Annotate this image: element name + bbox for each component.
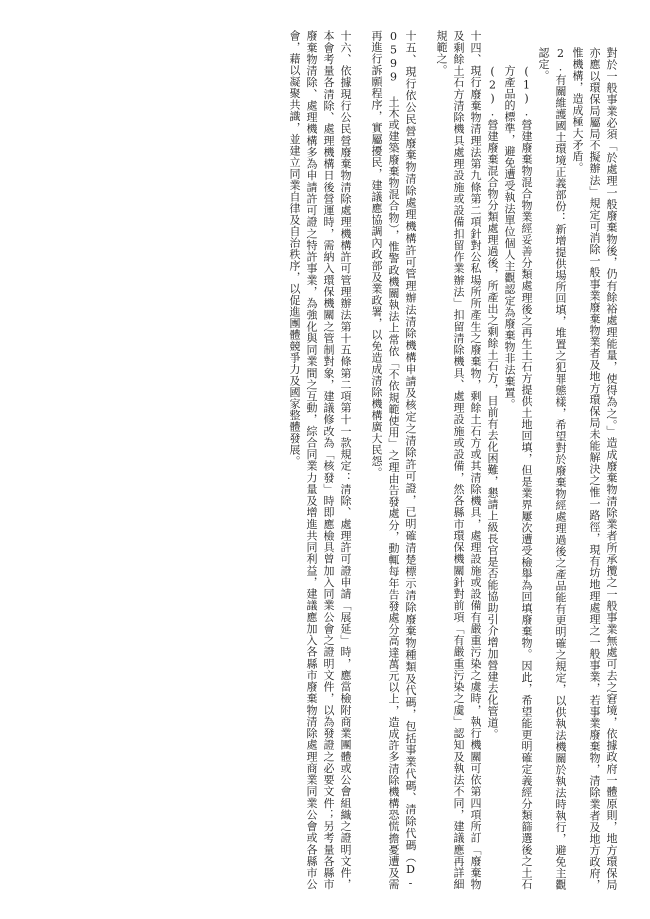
paragraph-item-1-note: 對於一般事業必須「於處理一般廢棄物後，仍有餘裕處理能量，使得為之。」造成廢棄物清除業者所承攬之一般事業無處可去之窘境，依據政府一體原則，地方環保局亦應以環保局屬局不擬辦法」規定可消除一般事業廢棄物業者及地方環保局未能解決之惟一路徑，現有坊地理處理之一般事業，若事業廢棄物，清除業者及地方政府，惟機構，造成極大矛盾。 [571, 46, 618, 890]
paragraph-section-15: 十五、現行依公民營廢棄物清除處理機構許可管理辦法清除機構申請及核定之清除許可證，已明確清楚標示清除廢棄物種類及代碼，包括事業代碼、清除代碼（D-0599 土木或建築廢棄物混合物），惟警政機關執法上常依「不依規範使用」之理由告發處分，動輒每年告發處分高達萬元以上，造成許多清除機構恐慌擔憂遭及需再進行訴願程序，實屬擾民，建議應協調內政部及業政署，以免造成清除機構廣大民怨。 [370, 30, 417, 890]
paragraph-item-2-1: (1).營建廢棄物混合物業經妥善分類處理後之再生土石方提供土地回填，但是業界屢次遭受檢舉為回填廢棄物。因此，希望能更明確定義經分類篩選後之土石方產品的標準，避免遭受執法單位個人主觀認定為廢棄物非法棄置。 [503, 65, 533, 890]
paragraph-section-16: 十六、依據現行公民營廢棄物清除處理機構許可管理辦法第十五條第二項第十一款規定：清除、處理許可證申請「展延」時，應當檢附商業團體或公會組織之證明文件，本會考量各清除、處理機構日後營運時，需納入環保機關之管制對象，建議修改為「核發」時即應檢具曾加入同業公會之證明文件，以為發證之必要文件；另考量各縣市廢棄物清除、處理機構多為申請許可證之特許事業，為強化與同業間之互動，綜合同業力量及增進共同利益，建議應加入各縣市廢棄物清除處理商業同業公會或各縣市公會，藉以凝聚共識，並建立同業自律及自治秩序，以促進團體競爭力及國家整體發展。 [288, 30, 352, 890]
paragraph-item-2: 2.有關維護國土環境正義部份：新增提供場所回填，堆置之犯罪態樣，希望對於廢棄物經處理過後之產品能有更明確之規定，以供執法機關於執法時執行，避免主觀認定。 [537, 46, 567, 890]
paragraph-item-2-2: (2).營建廢棄混合物分類處理過後，所產出之剩餘土石方，目前有去化困難，懇請上級長官是否能協助引介增加營建去化管道。 [486, 65, 499, 741]
document-body [60, 30, 620, 890]
paragraph-section-14: 十四、現行廢棄物清理法第九條第二項針對公私場所所產生之廢棄物，剩餘土石方或其清除機具，處理設施或設備有嚴重污染之虞時，執行機關可依第四項所訂「廢棄物及剩餘土石方清除機具處理設施或設備扣留作業辦法」扣留清除機具、處理設施或設備，然各縣市環保機關針對前項「有嚴重污染之虞」認知及執法不同，建議應再詳細規範之。 [435, 30, 482, 890]
